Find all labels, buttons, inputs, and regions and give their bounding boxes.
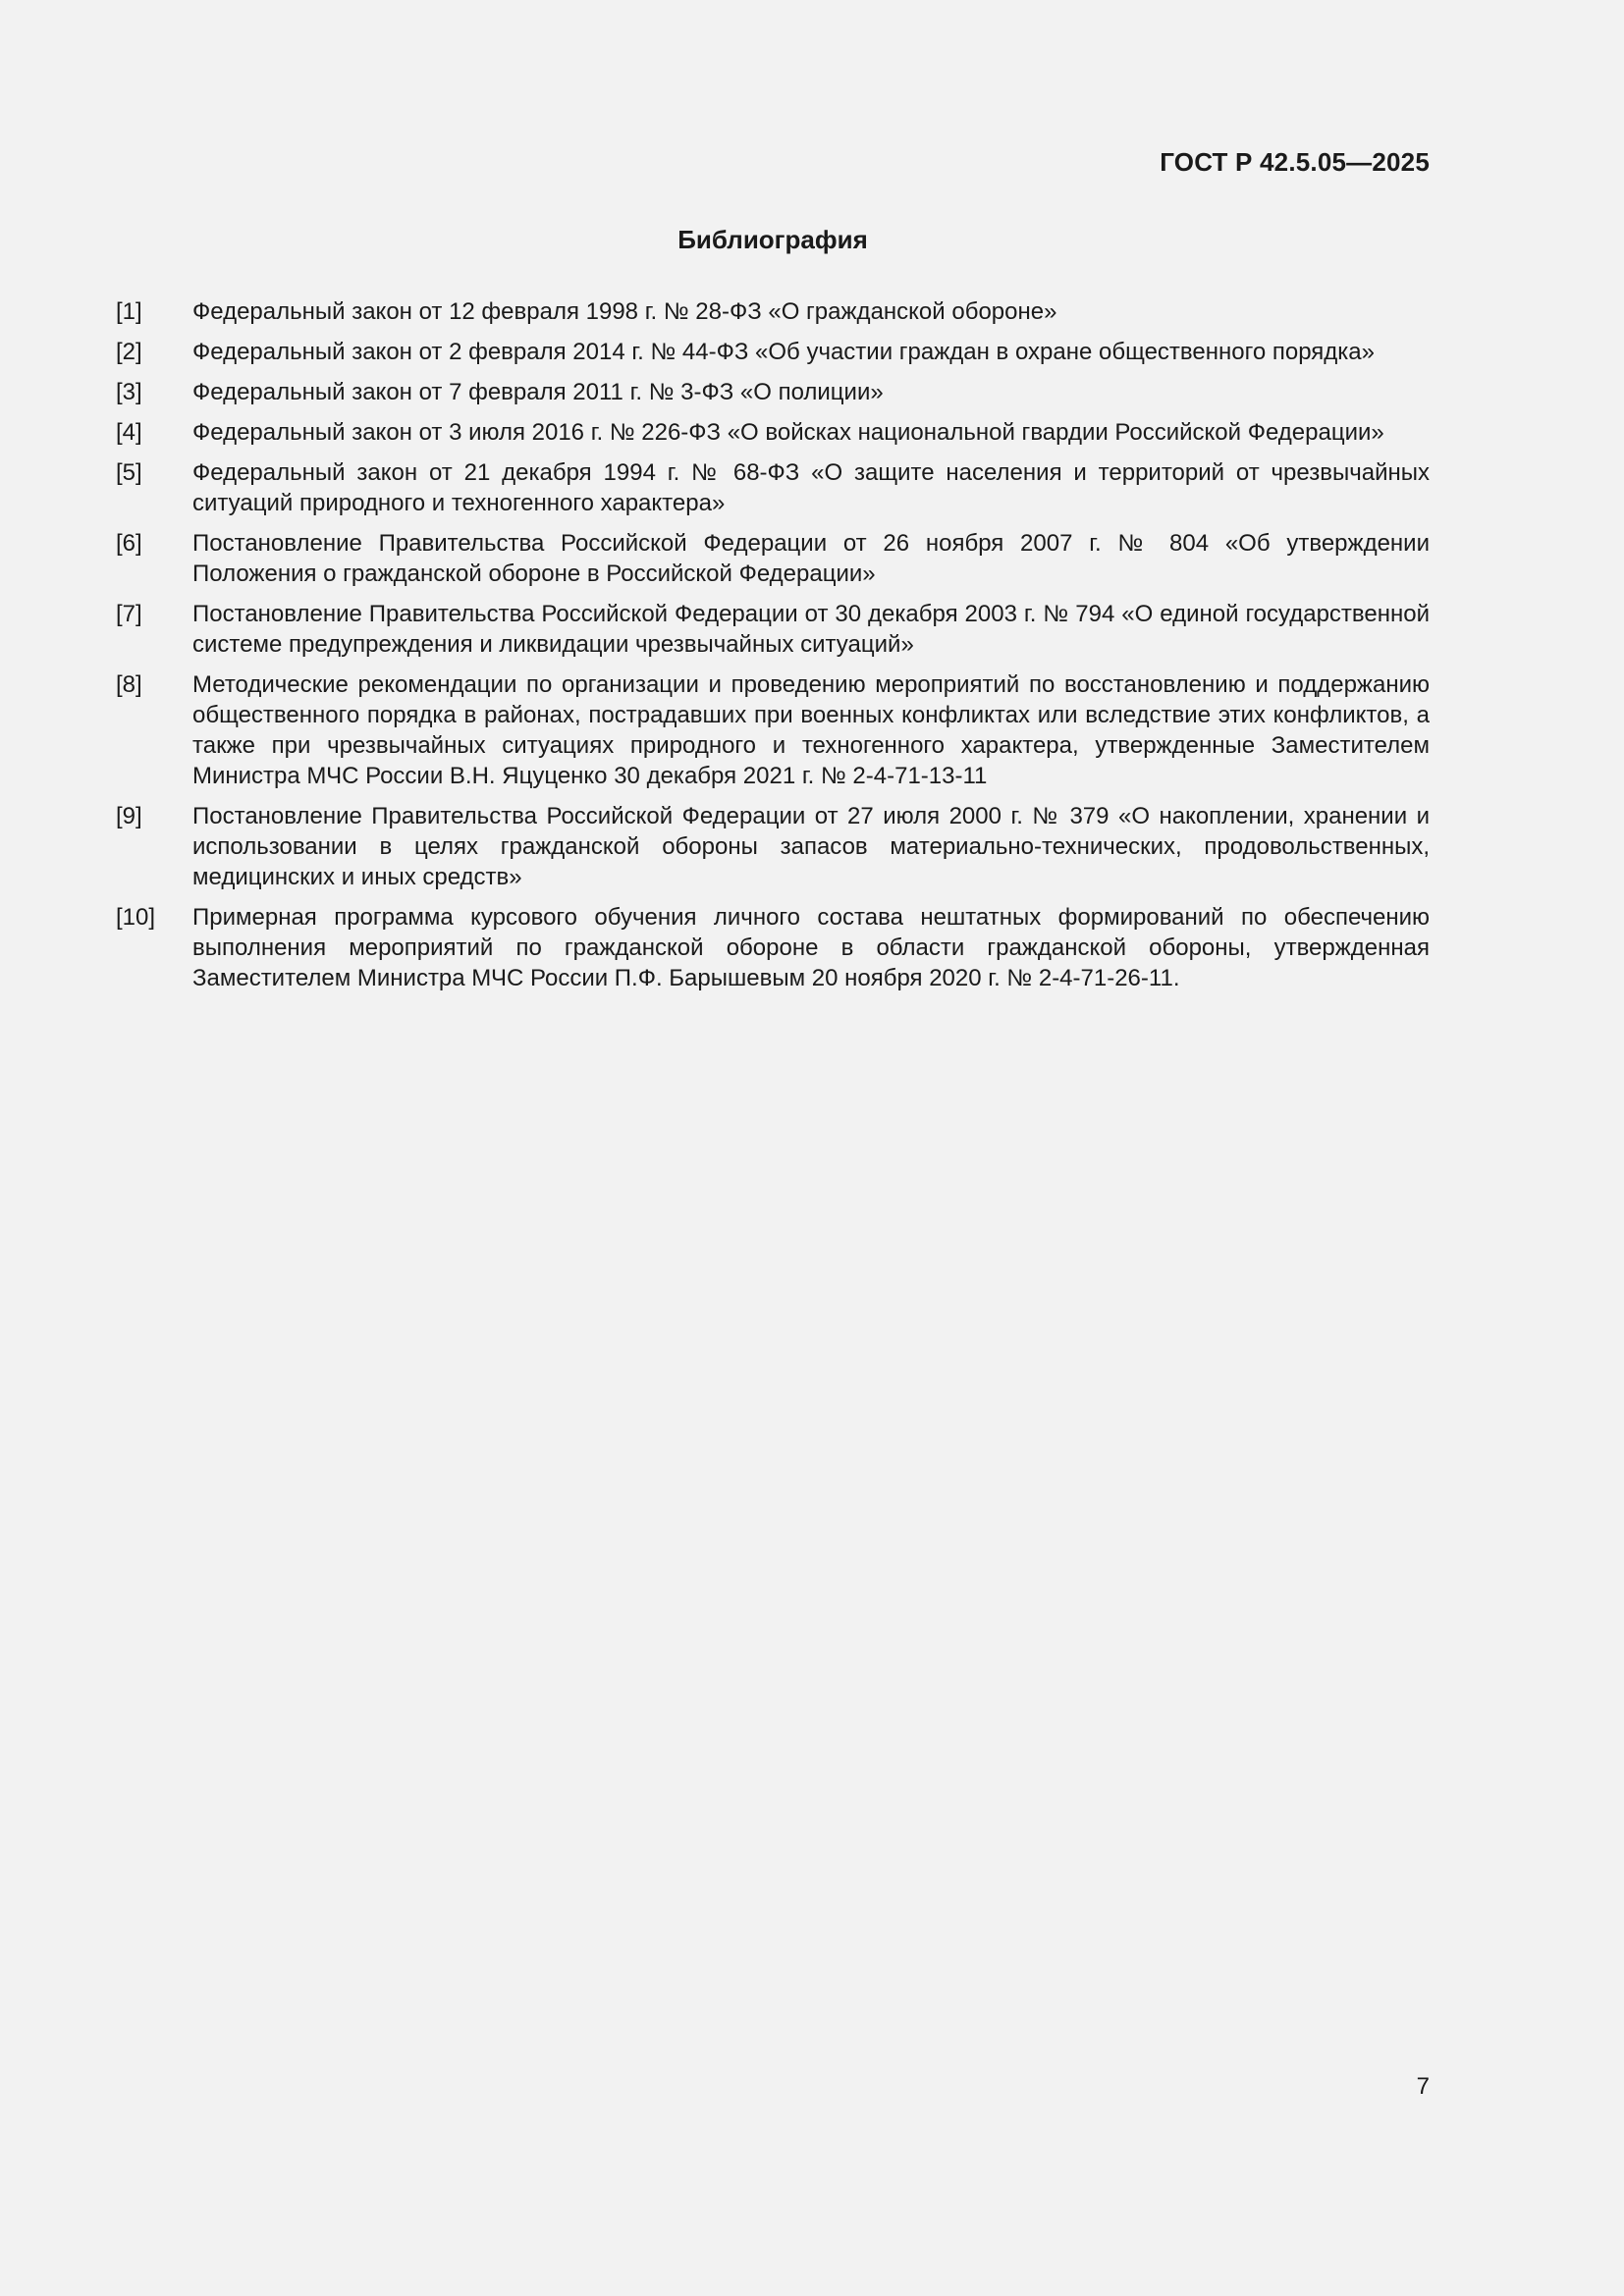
bibliography-item-number: [2] (116, 339, 142, 365)
bibliography-item-number: [7] (116, 601, 142, 627)
bibliography-item-number: [3] (116, 379, 142, 405)
bibliography-list (116, 296, 1430, 1003)
bibliography-item-text: Примерная программа курсового обучения личного состава нештатных формирований по обеспечению выполнения мероприятий по гражданской обороне в области гражданской обороны, утвержденная Заместителем Министра МЧС России П.Ф. Барышевым 20 ноября 2020 г. № 2-4-71-26-11. (192, 904, 1430, 991)
bibliography-item-text: Постановление Правительства Российской Федерации от 26 ноября 2007 г. № 804 «Об утверждении Положения о гражданской обороне в Российской Федерации» (192, 530, 1430, 587)
bibliography-item (116, 599, 1430, 660)
bibliography-item-number: [5] (116, 459, 142, 486)
bibliography-item-number: [1] (116, 298, 142, 325)
bibliography-item (116, 457, 1430, 518)
bibliography-item-text: Федеральный закон от 21 декабря 1994 г. № 68-ФЗ «О защите населения и территорий от чрезвычайных ситуаций природного и техногенного характера» (192, 459, 1430, 516)
bibliography-item-text: Федеральный закон от 3 июля 2016 г. № 226-ФЗ «О войсках национальной гвардии Российской Федерации» (192, 419, 1384, 446)
bibliography-item-number: [10] (116, 904, 156, 931)
bibliography-item (116, 669, 1430, 791)
bibliography-item-number: [4] (116, 419, 142, 446)
bibliography-item-text: Методические рекомендации по организации и проведению мероприятий по восстановлению и поддержанию общественного порядка в районах, пострадавших при военных конфликтах или вследствие этих конфликтов, а также при чрезвычайных ситуациях природного и техногенного характера, утвержденные Заместителем Министра МЧС России В.Н. Яцуценко 30 декабря 2021 г. № 2-4-71-13-11 (192, 671, 1430, 789)
bibliography-item-text: Федеральный закон от 7 февраля 2011 г. № 3-ФЗ «О полиции» (192, 379, 884, 405)
bibliography-item-number: [8] (116, 671, 142, 698)
bibliography-item-text: Федеральный закон от 12 февраля 1998 г. № 28-ФЗ «О гражданской обороне» (192, 298, 1057, 325)
bibliography-item (116, 417, 1430, 448)
bibliography-item-number: [9] (116, 803, 142, 829)
bibliography-item-text: Постановление Правительства Российской Федерации от 30 декабря 2003 г. № 794 «О единой государственной системе предупреждения и ликвидации чрезвычайных ситуаций» (192, 601, 1430, 658)
bibliography-item (116, 528, 1430, 589)
bibliography-item-text: Федеральный закон от 2 февраля 2014 г. № 44-ФЗ «Об участии граждан в охране общественного порядка» (192, 339, 1375, 365)
section-title: Библиография (677, 225, 868, 254)
bibliography-item-text: Постановление Правительства Российской Федерации от 27 июля 2000 г. № 379 «О накоплении, хранении и использовании в целях гражданской обороны запасов материально-технических, продовольственных, медицинских и иных средств» (192, 803, 1430, 890)
bibliography-item (116, 377, 1430, 407)
bibliography-item (116, 296, 1430, 327)
bibliography-item (116, 801, 1430, 892)
page-number: 7 (1416, 2073, 1430, 2100)
bibliography-item-number: [6] (116, 530, 142, 557)
bibliography-item (116, 337, 1430, 367)
bibliography-item (116, 902, 1430, 993)
document-code: ГОСТ Р 42.5.05—2025 (1160, 147, 1430, 177)
